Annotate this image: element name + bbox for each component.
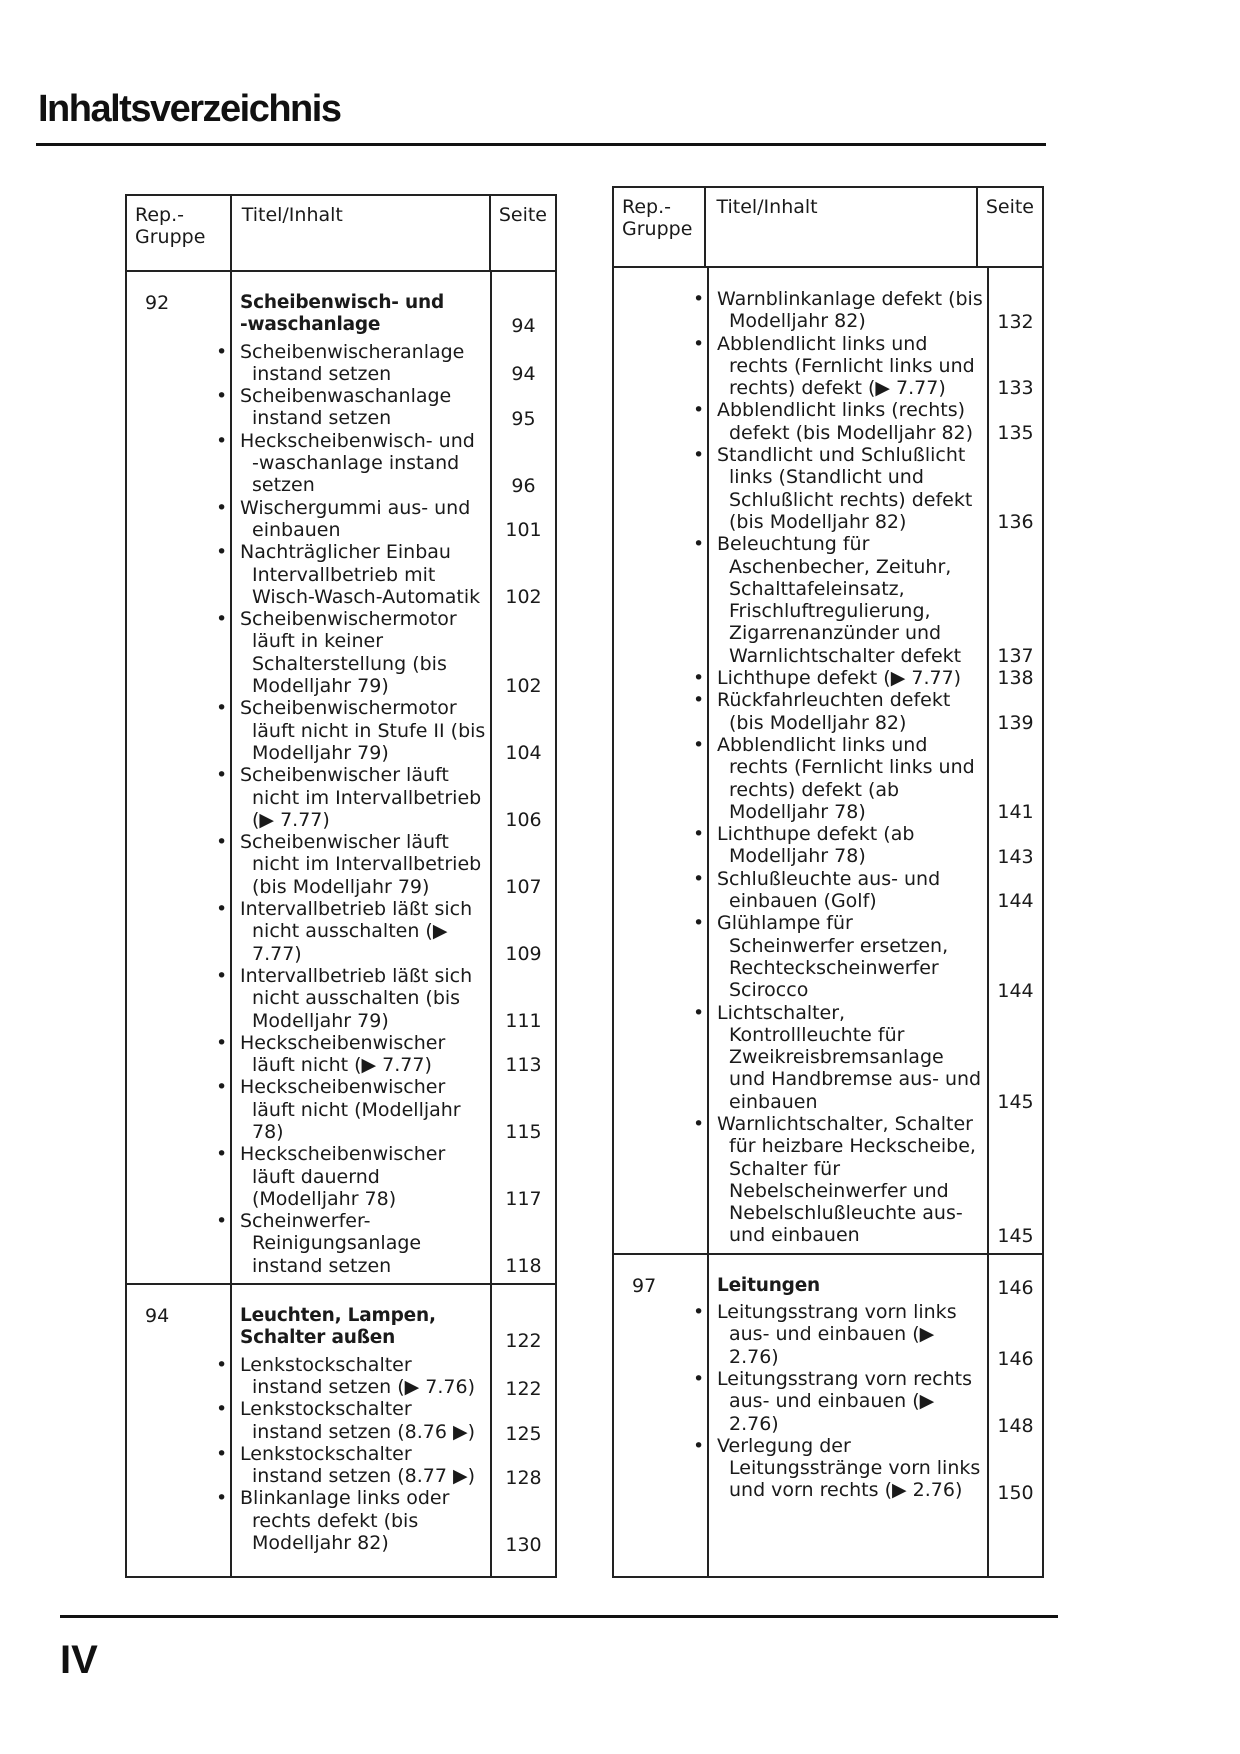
toc-item[interactable] (693, 533, 983, 667)
toc-item[interactable] (216, 1487, 486, 1555)
toc-item[interactable] (693, 288, 983, 333)
toc-item-text (693, 332, 983, 400)
toc-item-label: Lenkstockschalter instand setzen (8.77 ▶) (240, 1442, 476, 1488)
section-title: Scheibenwisch- und -waschanlage (240, 292, 444, 336)
toc-item-page: 135 (997, 422, 1034, 445)
section-title-page: 94 (511, 314, 536, 337)
bullet-icon: • (216, 1398, 228, 1421)
toc-item-label: Leitungsstrang vorn rechts aus- und einbauen (▶ 2.76) (717, 1367, 973, 1435)
toc-item-text (216, 1442, 486, 1488)
toc-item-text (693, 1434, 983, 1502)
toc-item-label: Scheibenwischer läuft nicht im Intervallbetrieb (▶ 7.77) (240, 764, 482, 831)
toc-item-label: Lenkstockschalter instand setzen (▶ 7.76) (240, 1353, 476, 1398)
toc-item-label: Lichthupe defekt (ab Modelljahr 78) (717, 823, 915, 868)
toc-item[interactable] (693, 1001, 983, 1113)
toc-item-page: 109 (505, 942, 542, 965)
toc-item-label: Lenkstockschalter instand setzen (8.76 ▶) (240, 1398, 476, 1443)
toc-item-label: Lichtschalter, Kontrollleuchte für Zweikreisbremsanlage und Handbremse aus- und einbauen (717, 1001, 982, 1113)
toc-item[interactable] (693, 399, 983, 444)
toc-item-text (216, 1031, 486, 1077)
toc-item-page: 101 (505, 519, 542, 542)
toc-item[interactable] (693, 667, 983, 690)
toc-item[interactable] (216, 1398, 486, 1443)
bullet-icon: • (216, 1353, 228, 1376)
toc-item-text (216, 541, 486, 608)
header-titel: Titel/Inhalt (716, 196, 818, 218)
bullet-icon: • (693, 1301, 705, 1324)
toc-item-text (216, 1076, 486, 1143)
toc-item-text (216, 340, 486, 386)
toc-item[interactable] (216, 1076, 486, 1143)
bullet-icon: • (216, 385, 228, 408)
toc-item[interactable] (693, 1434, 983, 1502)
toc-item-page: 104 (505, 742, 542, 765)
toc-item-text (216, 1398, 486, 1443)
header-titel: Titel/Inhalt (241, 204, 343, 226)
bullet-icon: • (693, 1434, 705, 1457)
bullet-icon: • (216, 764, 228, 787)
toc-section (614, 1253, 1042, 1576)
toc-item[interactable] (216, 831, 486, 898)
toc-item-text (216, 831, 486, 898)
rep-gruppe-number: 97 (614, 1255, 709, 1576)
toc-item[interactable] (216, 764, 486, 831)
toc-item-label: Standlicht und Schlußlicht links (Standlicht und Schlußlicht rechts) defekt (bis Modelljahr 82) (717, 444, 973, 533)
toc-item[interactable] (216, 608, 486, 698)
toc-item-page: 96 (511, 474, 536, 497)
bullet-icon: • (693, 689, 705, 712)
toc-item-text (216, 1487, 486, 1555)
toc-item-label: Scheibenwaschanlage instand setzen (240, 385, 452, 430)
bullet-icon: • (693, 733, 705, 756)
toc-item-label: Abblendlicht links (rechts) defekt (bis Modelljahr 82) (717, 399, 974, 444)
toc-item-text (216, 496, 486, 542)
toc-item-label: Wischergummi aus- und einbauen (240, 496, 471, 541)
toc-item-label: Warnblinkanlage defekt (bis Modelljahr 82) (717, 288, 983, 333)
toc-item-text (216, 1210, 486, 1277)
bullet-icon: • (693, 1367, 705, 1390)
toc-item[interactable] (216, 964, 486, 1032)
toc-item-page: 113 (505, 1054, 542, 1077)
toc-item-page: 144 (997, 890, 1034, 913)
section-content (216, 1285, 490, 1576)
toc-item-label: Intervallbetrieb läßt sich nicht ausschalten (bis Modelljahr 79) (240, 964, 473, 1032)
table-header (614, 188, 1042, 268)
bullet-icon: • (216, 340, 228, 363)
header-seite: Seite (976, 188, 1042, 266)
toc-item-page: 150 (997, 1481, 1034, 1504)
section-title-page: 122 (505, 1329, 542, 1352)
bullet-icon: • (216, 964, 228, 987)
toc-item-label: Glühlampe für Scheinwerfer ersetzen, Rechteckscheinwerfer Scirocco (717, 912, 949, 1002)
section-content (216, 272, 490, 1283)
bullet-icon: • (693, 912, 705, 935)
toc-item-list (216, 1353, 486, 1555)
toc-item-list (693, 1301, 983, 1502)
toc-item-page: 145 (997, 1224, 1034, 1247)
toc-item-text (216, 964, 486, 1032)
toc-item-page: 107 (505, 876, 542, 899)
toc-item[interactable] (693, 912, 983, 1002)
toc-item-page: 102 (505, 586, 542, 609)
toc-section (127, 272, 555, 1283)
section-content (693, 1255, 987, 1576)
bullet-icon: • (693, 1001, 705, 1024)
bullet-icon: • (216, 1442, 228, 1465)
bullet-icon: • (216, 1031, 228, 1054)
toc-item-text (216, 764, 486, 831)
page-title: Inhaltsverzeichnis (38, 88, 341, 130)
bullet-icon: • (216, 496, 228, 519)
toc-item-page: 115 (505, 1121, 542, 1144)
bullet-icon: • (693, 1112, 705, 1135)
bullet-icon: • (693, 332, 705, 355)
section-pages (987, 268, 1042, 1253)
bullet-icon: • (216, 898, 228, 921)
section-content (693, 268, 987, 1253)
bullet-icon: • (216, 429, 228, 452)
bullet-icon: • (693, 533, 705, 556)
bullet-icon: • (216, 1076, 228, 1099)
section-pages (490, 1285, 555, 1576)
toc-item-text (693, 1001, 983, 1113)
section-pages (490, 272, 555, 1283)
toc-item-label: Heckscheibenwischer läuft nicht (Modelljahr 78) (240, 1076, 461, 1143)
toc-item[interactable] (216, 1210, 486, 1277)
bullet-icon: • (693, 667, 705, 690)
toc-item-page: 133 (997, 377, 1034, 400)
toc-item[interactable] (216, 1143, 486, 1210)
toc-item[interactable] (216, 541, 486, 608)
toc-item[interactable] (693, 1301, 983, 1368)
toc-item[interactable] (216, 340, 486, 386)
toc-item-text (693, 533, 983, 667)
toc-item-label: Lichthupe defekt (▶ 7.77) (717, 667, 962, 690)
section-title-page: 146 (997, 1277, 1034, 1300)
toc-item-text (693, 667, 983, 690)
toc-item[interactable] (693, 823, 983, 868)
toc-table-right (612, 186, 1044, 1578)
bullet-icon: • (216, 541, 228, 564)
toc-item-text (693, 444, 983, 533)
toc-section (127, 1283, 555, 1576)
section-pages (987, 1255, 1042, 1576)
header-rep-gruppe: Rep.- Gruppe (127, 196, 232, 270)
toc-item-label: Beleuchtung für Aschenbecher, Zeituhr, Schalttafeleinsatz, Frischluftregulierung, Zigarrenanzünder und Warnlichtschalter defekt (717, 533, 962, 667)
toc-item[interactable] (693, 1112, 983, 1247)
toc-item-text (693, 1112, 983, 1247)
toc-item[interactable] (216, 898, 486, 965)
toc-item[interactable] (693, 867, 983, 913)
toc-item-label: Heckscheibenwisch- und -waschanlage instand setzen (240, 429, 475, 497)
toc-item-label: Scheibenwischermotor läuft in keiner Schalterstellung (bis Modelljahr 79) (240, 608, 457, 698)
toc-item-page: 102 (505, 675, 542, 698)
bullet-icon: • (216, 1210, 228, 1233)
header-rep-gruppe: Rep.- Gruppe (614, 188, 706, 266)
bullet-icon: • (216, 1487, 228, 1510)
bullet-icon: • (693, 399, 705, 422)
toc-item-label: Schlußleuchte aus- und einbauen (Golf) (717, 867, 941, 913)
toc-item-text (693, 733, 983, 823)
rep-gruppe-number: 94 (127, 1285, 232, 1576)
toc-item-label: Heckscheibenwischer läuft dauernd (Modelljahr 78) (240, 1143, 446, 1210)
toc-item-label: Abblendlicht links und rechts (Fernlicht links und rechts) defekt (▶ 7.77) (717, 332, 975, 400)
toc-item-page: 141 (997, 801, 1034, 824)
toc-item[interactable] (216, 1031, 486, 1077)
toc-item-label: Leitungsstrang vorn links aus- und einbauen (▶ 2.76) (717, 1301, 957, 1368)
toc-item-text (693, 823, 983, 868)
toc-item-text (216, 1353, 486, 1399)
toc-item-label: Abblendlicht links und rechts (Fernlicht links und rechts) defekt (ab Modelljahr 78) (717, 733, 975, 823)
rep-gruppe-number: 92 (127, 272, 232, 1283)
bullet-icon: • (216, 608, 228, 631)
toc-table-left (125, 194, 557, 1578)
toc-item-list (693, 288, 983, 1247)
table-header (127, 196, 555, 272)
toc-item[interactable] (216, 385, 486, 430)
toc-item-page: 132 (997, 310, 1034, 333)
toc-item[interactable] (216, 1353, 486, 1399)
toc-item-page: 125 (505, 1422, 542, 1445)
toc-item-label: Scheibenwischer läuft nicht im Intervallbetrieb (bis Modelljahr 79) (240, 831, 482, 898)
toc-item-label: Scheibenwischermotor läuft nicht in Stufe II (bis Modelljahr 79) (240, 697, 486, 764)
toc-item-page: 138 (997, 667, 1034, 690)
toc-item-label: Nachträglicher Einbau Intervallbetrieb mit Wisch-Wasch-Automatik (240, 541, 481, 608)
toc-item[interactable] (693, 1367, 983, 1435)
header-rule (36, 143, 1046, 146)
toc-item-text (216, 1143, 486, 1210)
toc-item-page: 136 (997, 511, 1034, 534)
toc-item-page: 137 (997, 645, 1034, 668)
toc-item[interactable] (693, 332, 983, 400)
toc-item-label: Heckscheibenwischer läuft nicht (▶ 7.77) (240, 1031, 446, 1077)
toc-item-text (216, 429, 486, 497)
toc-item-text (693, 399, 983, 444)
toc-item-page: 111 (505, 1009, 542, 1032)
toc-item-page: 144 (997, 979, 1034, 1002)
toc-item-text (693, 1301, 983, 1368)
toc-item-text (216, 385, 486, 430)
toc-item-text (693, 1367, 983, 1435)
toc-item-label: Warnlichtschalter, Schalter für heizbare Heckscheibe, Schalter für Nebelscheinwerfer und Nebelschlußleuchte aus- und einbauen (717, 1112, 976, 1247)
toc-item-label: Intervallbetrieb läßt sich nicht ausschalten (▶ 7.77) (240, 898, 473, 965)
toc-item-text (693, 288, 983, 333)
toc-item-text (693, 867, 983, 913)
toc-item-label: Scheibenwischeranlage instand setzen (240, 340, 465, 385)
section-title: Leuchten, Lampen, Schalter außen (240, 1305, 436, 1349)
bullet-icon: • (693, 823, 705, 846)
toc-item-label: Scheinwerfer-Reinigungsanlage instand setzen (240, 1210, 422, 1277)
bullet-icon: • (693, 444, 705, 467)
toc-item-page: 106 (505, 809, 542, 832)
toc-item-list (216, 340, 486, 1277)
toc-item-page: 95 (511, 407, 536, 430)
toc-item-page: 130 (505, 1534, 542, 1557)
toc-item-page: 143 (997, 845, 1034, 868)
toc-item-label: Verlegung der Leitungsstränge vorn links und vorn rechts (▶ 2.76) (717, 1434, 981, 1502)
toc-item-page: 94 (511, 363, 536, 386)
toc-item-text (693, 689, 983, 734)
toc-item-text (216, 898, 486, 965)
bullet-icon: • (216, 697, 228, 720)
bullet-icon: • (693, 288, 705, 310)
toc-item-page: 118 (505, 1255, 542, 1278)
toc-item-label: Rückfahrleuchten defekt (bis Modelljahr 82) (717, 689, 951, 734)
toc-item-page: 148 (997, 1414, 1034, 1437)
toc-item-label: Blinkanlage links oder rechts defekt (bis Modelljahr 82) (240, 1487, 450, 1555)
bullet-icon: • (216, 1143, 228, 1166)
bullet-icon: • (693, 867, 705, 890)
toc-item[interactable] (693, 444, 983, 533)
toc-item-page: 117 (505, 1188, 542, 1211)
toc-item[interactable] (693, 689, 983, 734)
toc-item-page: 139 (997, 711, 1034, 734)
toc-item-text (693, 912, 983, 1002)
toc-item-page: 128 (505, 1467, 542, 1490)
footer-rule (60, 1615, 1058, 1618)
toc-item-text (216, 697, 486, 764)
toc-item[interactable] (216, 697, 486, 764)
toc-item[interactable] (216, 429, 486, 497)
toc-item[interactable] (693, 733, 983, 823)
page-number: IV (60, 1638, 98, 1682)
toc-item[interactable] (216, 496, 486, 542)
header-seite: Seite (489, 196, 555, 270)
toc-section (614, 268, 1042, 1253)
bullet-icon: • (216, 831, 228, 854)
section-title: Leitungen (717, 1274, 821, 1296)
toc-item-text (216, 608, 486, 698)
toc-item-page: 145 (997, 1090, 1034, 1113)
toc-item-page: 146 (997, 1347, 1034, 1370)
toc-item[interactable] (216, 1442, 486, 1488)
toc-item-page: 122 (505, 1378, 542, 1401)
